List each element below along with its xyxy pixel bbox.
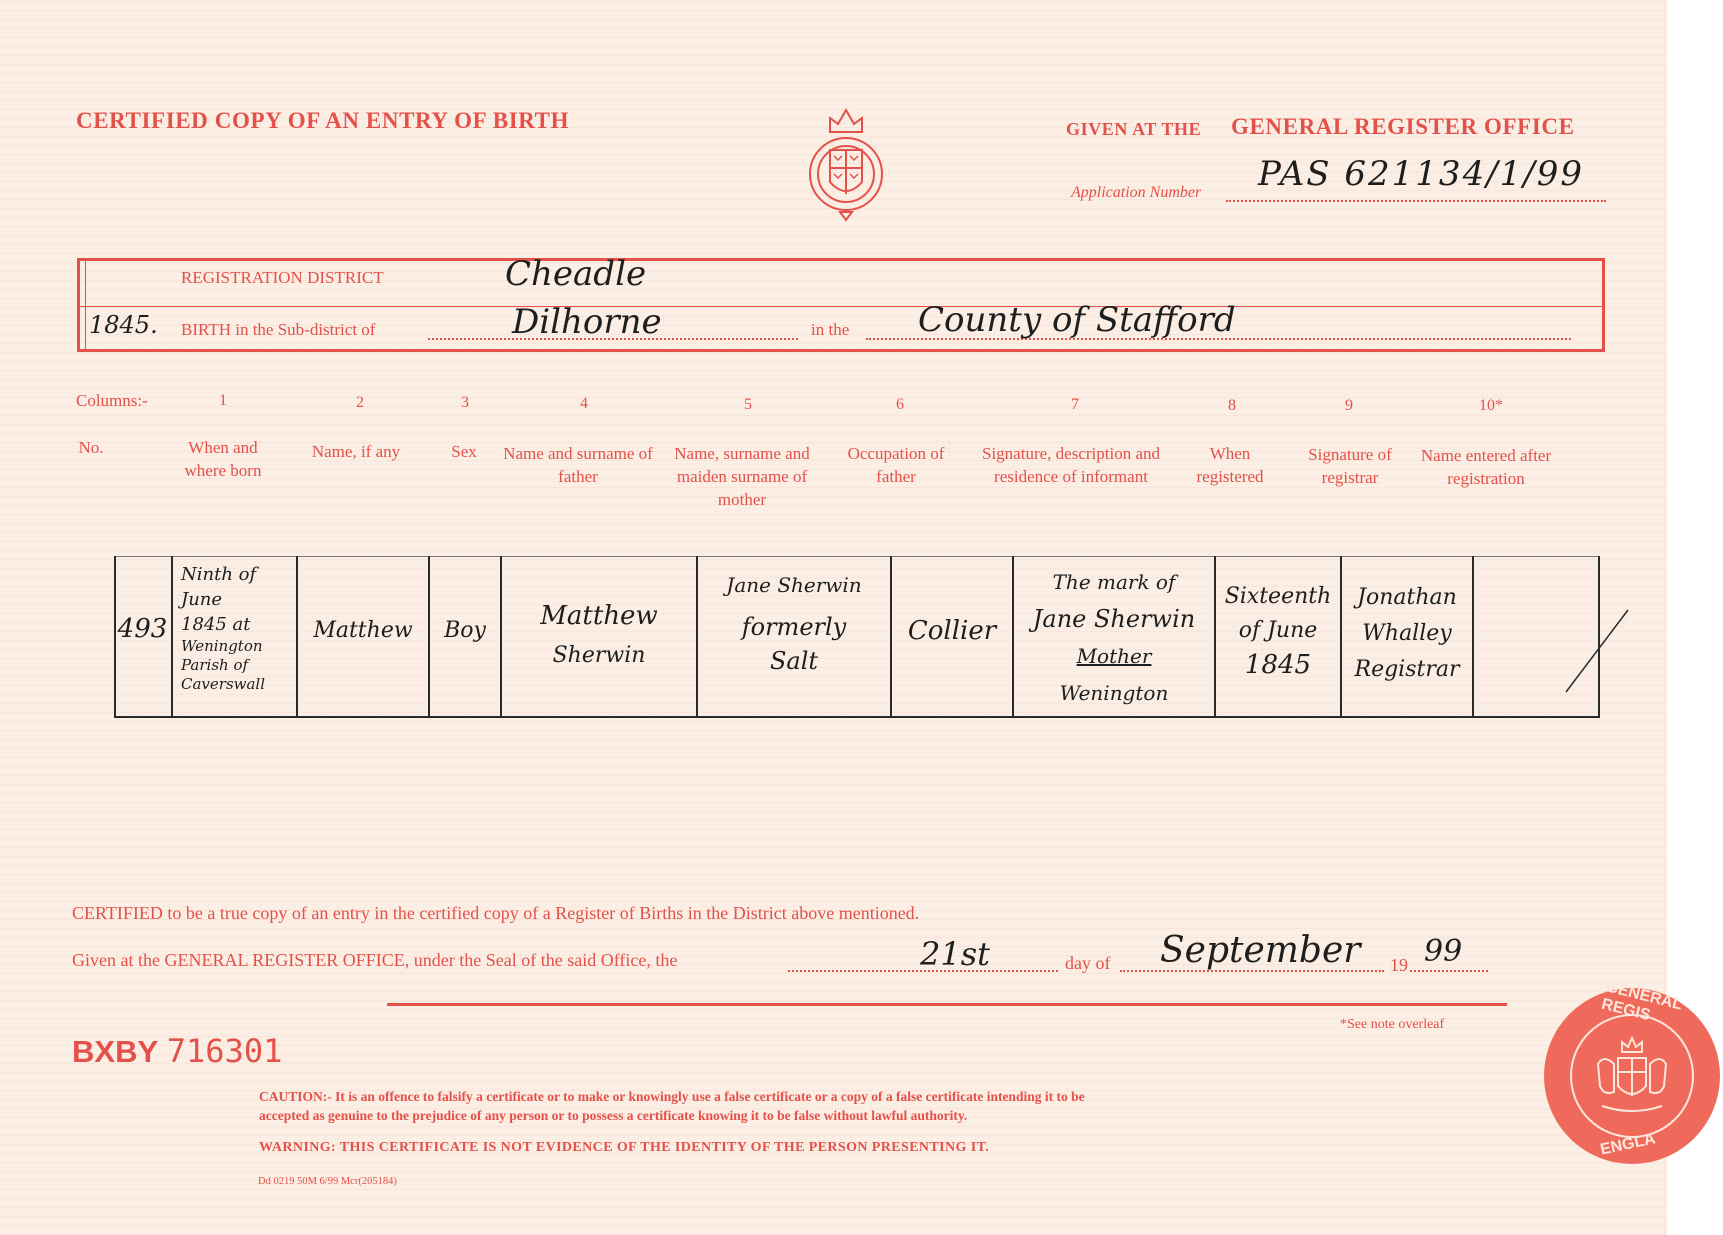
column-number: 3: [461, 394, 469, 411]
certificate-title: CERTIFIED COPY OF AN ENTRY OF BIRTH: [76, 108, 570, 133]
column-number: 10*: [1479, 397, 1503, 414]
seal-text-bottom: ENGLA: [1598, 1130, 1658, 1159]
entry-registrar: Jonathan Whalley Registrar: [1354, 585, 1460, 682]
caution-text: CAUTION:- It is an offence to falsify a certificate or to make or knowingly use a false certificate or a copy of a false certificate intending it to be accepted as genuine to the prejudice of any person or to possess a certificate knowing it to be false without lawful authority.: [259, 1089, 1085, 1123]
serial-number: BXBY 716301: [72, 1032, 283, 1070]
general-register-office-seal: [1544, 978, 1720, 1164]
column-number: 5: [744, 396, 752, 413]
entry-father: Matthew Sherwin: [540, 601, 658, 668]
form-code: Dd 0219 50M 6/99 Mcr(205184): [258, 1176, 397, 1187]
registration-district-value: Cheadle: [505, 254, 647, 294]
certification-year: 99: [1424, 934, 1463, 969]
column-header-no: No.: [78, 438, 104, 457]
county-value: County of Stafford: [918, 300, 1236, 340]
day-of-label: day of: [1065, 953, 1111, 973]
year-line: [1410, 970, 1488, 972]
certification-given-at: Given at the GENERAL REGISTER OFFICE, under the Seal of the said Office, the: [72, 950, 678, 970]
sub-district-label: BIRTH in the Sub-district of: [181, 320, 376, 339]
column-number: 1: [219, 392, 227, 409]
certification-statement: CERTIFIED to be a true copy of an entry in the certified copy of a Register of Births in the District above mentioned.: [72, 903, 920, 923]
column-header-registrar: Signature of registrar: [1308, 445, 1392, 487]
coat-of-arms-icon: [1588, 1034, 1676, 1118]
entry-table: [114, 556, 1600, 718]
column-number: 8: [1228, 397, 1236, 414]
certification-month: September: [1160, 930, 1361, 971]
column-header-father: Name and surname of father: [503, 444, 653, 486]
column-header-occupation: Occupation of father: [847, 444, 945, 486]
registration-year: 1845.: [89, 311, 158, 339]
column-number: 7: [1071, 396, 1079, 413]
column-header-sex: Sex: [451, 442, 477, 461]
column-number: 6: [896, 396, 904, 413]
column-header-informant: Signature, description and residence of informant: [982, 444, 1160, 486]
column-header-when-registered: When registered: [1196, 444, 1264, 486]
empty-column-stroke: [1564, 606, 1630, 696]
entry-mother: Jane Sherwin formerly Salt: [726, 573, 862, 675]
office-name: GENERAL REGISTER OFFICE: [1231, 114, 1575, 139]
in-the-label: in the: [811, 320, 850, 339]
entry-when-registered: Sixteenth of June 1845: [1224, 584, 1332, 680]
divider-rule: [387, 1003, 1507, 1006]
sub-district-value: Dilhorne: [512, 302, 662, 342]
given-at-label: GIVEN AT THE: [1066, 119, 1202, 139]
column-header-when-where-born: When and where born: [184, 438, 262, 480]
column-number: 2: [356, 394, 364, 411]
warning-text: WARNING: THIS CERTIFICATE IS NOT EVIDENCE OF THE IDENTITY OF THE PERSON PRESENTING IT.: [259, 1140, 990, 1155]
entry-name: Matthew: [313, 618, 413, 643]
royal-crest-icon: [800, 104, 892, 226]
registration-district-label: REGISTRATION DISTRICT: [181, 268, 384, 287]
see-note-overleaf: *See note overleaf: [1340, 1017, 1445, 1032]
application-number: PAS 621134/1/99: [1258, 154, 1585, 194]
entry-occupation: Collier: [907, 616, 997, 646]
columns-label: Columns:-: [76, 391, 148, 410]
entry-when-where-born: Ninth of June 1845 at Wenington Parish of Caverswall: [181, 564, 266, 693]
application-number-line: [1226, 200, 1606, 202]
column-header-mother: Name, surname and maiden surname of mother: [674, 444, 810, 509]
year-prefix: 19: [1390, 955, 1408, 975]
column-number: 4: [580, 395, 588, 412]
column-number: 9: [1345, 397, 1353, 414]
entry-sex: Boy: [444, 618, 486, 643]
seal-text-top: GENERAL REGIS: [1599, 978, 1684, 1025]
column-header-name-after-registration: Name entered after registration: [1420, 446, 1552, 488]
column-header-name: Name, if any: [311, 442, 401, 461]
certification-day: 21st: [920, 935, 990, 973]
entry-informant: The mark of Jane Sherwin Mother Wenington: [1032, 570, 1196, 705]
entry-number: 493: [117, 614, 168, 644]
application-number-label: Application Number: [1071, 184, 1202, 201]
